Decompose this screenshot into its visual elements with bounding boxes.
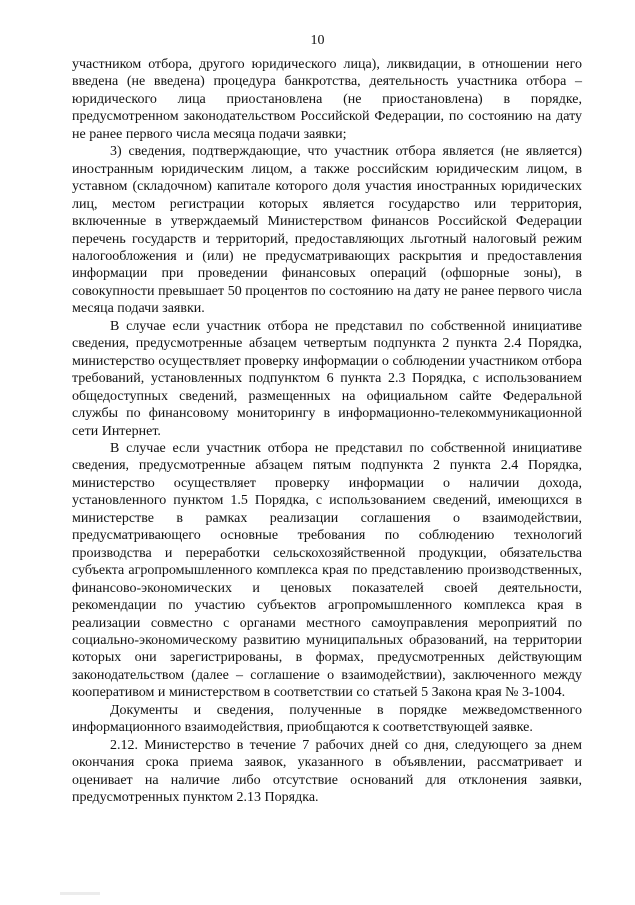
paragraph-verification-income: В случае если участник отбора не представил по собственной инициативе сведения, предусмотренные абзацем пятым подпункта 2 пункта 2.4 Порядка, министерство осуществляет проверку информации о наличии дохода, установленного пунктом 1.5 Порядка, с использованием сведений, имеющихся в министерстве в рамках реализации соглашения о взаимодействии, предусматривающего основные требования по соблюдению технологий производства и переработки сельскохозяйственной продукции, обязательства субъекта агропромышленного комплекса края по представлению производственных, финансово-экономических и ценовых показателей своей деятельности, рекомендации по участию субъектов агропромышленного комплекса края в реализации совместно с органами местного самоуправления мероприятий по социально-экономическому развитию муниципальных образований, на территории которых они зарегистрированы, в формах, предусмотренных действующим законодательством (далее – соглашение о взаимодействии), заключенного между кооперативом и министерством в соответствии со статьей 5 Закона края № 3-1004. [72, 440, 582, 701]
scan-artifact [60, 892, 100, 895]
paragraph-2-12: 2.12. Министерство в течение 7 рабочих дней со дня, следующего за днем окончания срока приема заявок, указанного в объявлении, рассматривает и оценивает на наличие либо отсутствие оснований для отклонения заявки, предусмотренных пунктом 2.13 Порядка. [72, 737, 582, 806]
page-number: 10 [310, 33, 325, 48]
paragraph-verification-financial-monitoring: В случае если участник отбора не представил по собственной инициативе сведения, предусмотренные абзацем четвертым подпункта 2 пункта 2.4 Порядка, министерство осуществляет проверку информации о соблюдении участником отбора требований, установленных подпунктом 6 пункта 2.3 Порядка, с использованием общедоступных сведений, размещенных на официальном сайте Федеральной службы по финансовому мониторингу в информационно-телекоммуникационной сети Интернет. [72, 318, 582, 439]
paragraph-interagency-documents: Документы и сведения, полученные в порядке межведомственного информационного взаимодействия, приобщаются к соответствующей заявке. [72, 702, 582, 736]
paragraph-item-3: 3) сведения, подтверждающие, что участник отбора является (не является) иностранным юридическим лицом, а также российским юридическим лицом, в уставном (складочном) капитале которого доля участия иностранных юридических лиц, местом регистрации которых является государство или территория, включенные в утверждаемый Министерством финансов Российской Федерации перечень государств и территорий, предоставляющих льготный налоговый режим налогообложения и (или) не предусматривающих раскрытия и предоставления информации при проведении финансовых операций (офшорные зоны), в совокупности превышает 50 процентов по состоянию на дату не ранее первого числа месяца подачи заявки. [72, 144, 582, 317]
paragraph-continuation: участником отбора, другого юридического лица), ликвидации, в отношении него введена (не введена) процедура банкротства, деятельность участника отбора – юридического лица приостановлена (не приостановлена) в порядке, предусмотренном законодательством Российской Федерации, по состоянию на дату не ранее первого числа месяца подачи заявки; [72, 57, 582, 142]
document-body [72, 56, 582, 806]
